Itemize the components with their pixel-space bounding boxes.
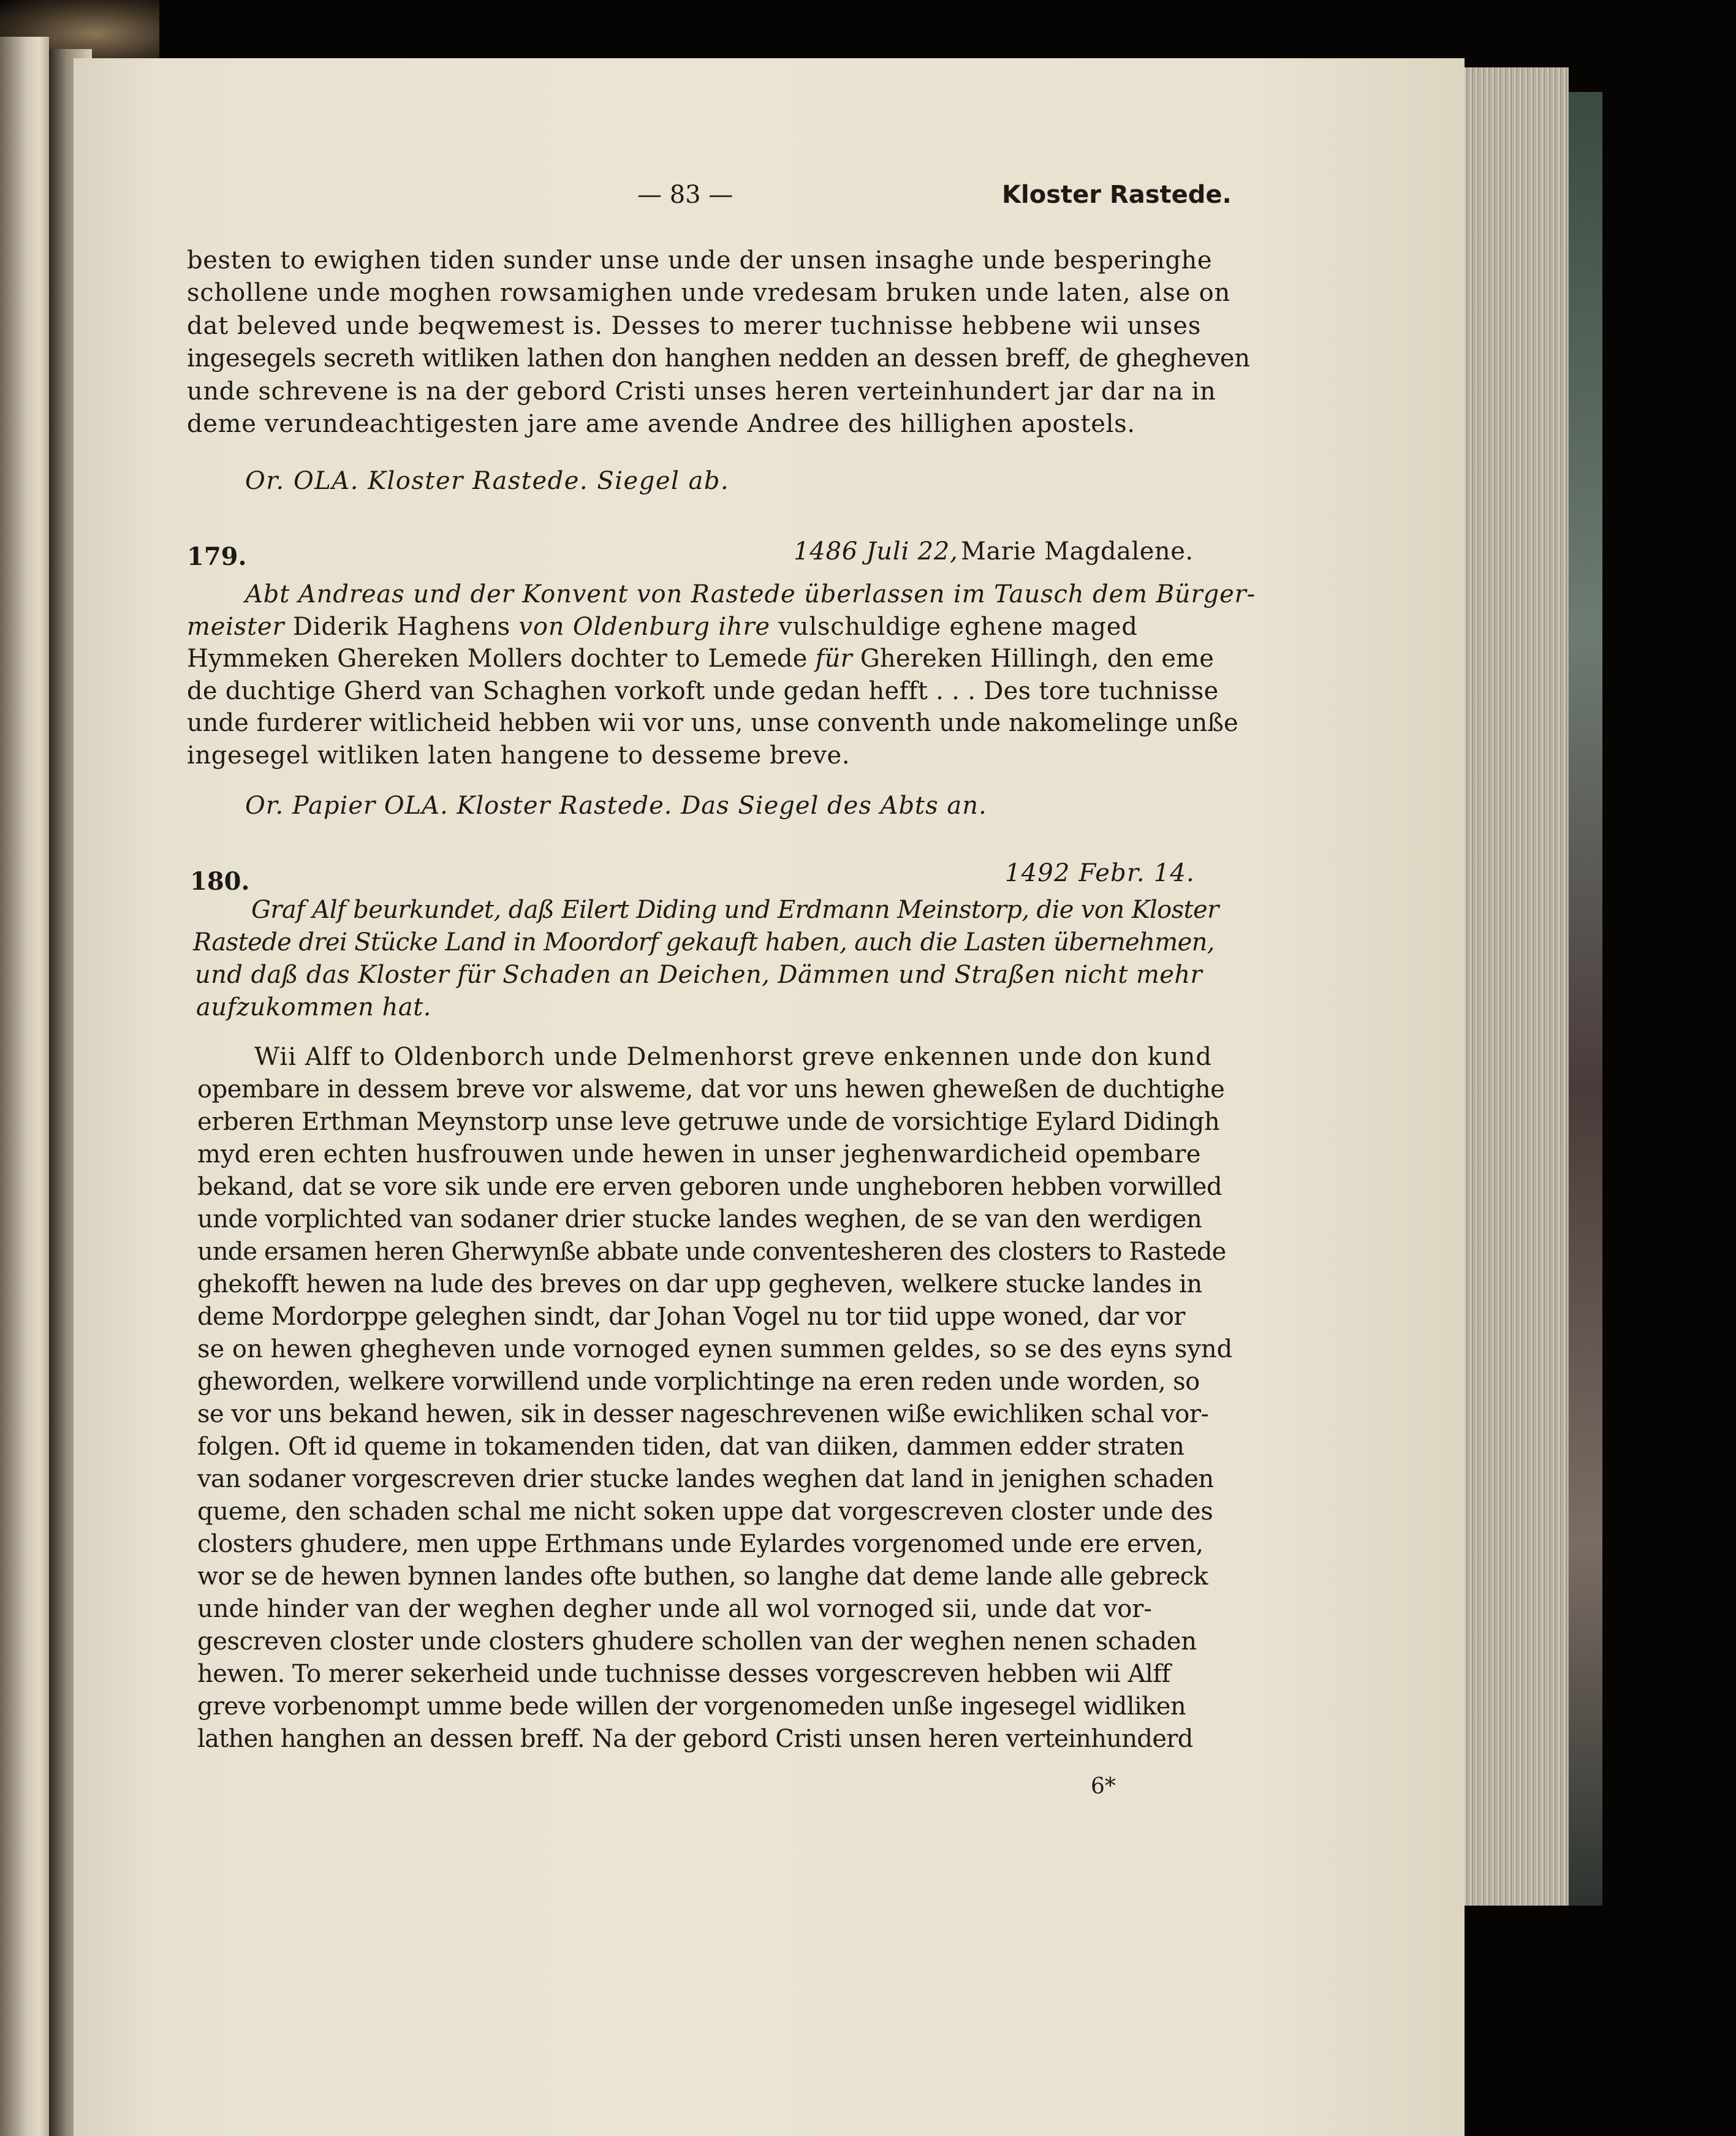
charter-line: lathen hanghen an dessen breff. Na der gebord Cristi unsen heren verteinhunderd <box>197 1725 1193 1753</box>
doc-number: 180. <box>190 867 250 896</box>
charter-line: erberen Erthman Meynstorp unse leve getruwe unde de vorsichtige Eylard Didingh <box>197 1108 1220 1136</box>
para1-line: schollene unde moghen rowsamighen unde vredesam bruken unde laten, alse on <box>187 279 1231 307</box>
charter-line: bekand, dat se vore sik unde ere erven geboren unde ungheboren hebben vorwilled <box>197 1173 1222 1201</box>
summary-span: vulschuldige eghene maged <box>778 613 1138 641</box>
summary-span: Hymmeken Ghereken Mollers dochter to Lemede <box>187 645 816 673</box>
charter-line: greve vorbenompt umme bede willen der vorgenomeden unße ingesegel widliken <box>197 1692 1186 1721</box>
charter-line: se on hewen ghegheven unde vornoged eynen summen geldes, so se des eyns synd <box>197 1335 1233 1363</box>
doc-date: 1492 Febr. 14. <box>1005 859 1195 887</box>
marbled-cover-edge <box>1569 92 1602 1906</box>
para1-line: ingesegels secreth witliken lathen don hanghen nedden an dessen breff, de ghegheven <box>187 344 1250 373</box>
para1-line: unde schrevene is na der gebord Cristi unses heren verteinhundert jar dar na in <box>187 377 1216 406</box>
charter-line: gheworden, welkere vorwillend unde vorplichtinge na eren reden unde worden, so <box>197 1368 1200 1396</box>
charter-line: deme Mordorppe geleghen sindt, dar Johan Vogel nu tor tiid uppe woned, dar vor <box>197 1303 1185 1331</box>
summary-line: de duchtige Gherd van Schaghen vorkoft unde gedan hefft . . . Des tore tuchnisse <box>187 677 1219 705</box>
charter-line: queme, den schaden schal me nicht soken uppe dat vorgescreven closter unde des <box>197 1498 1213 1526</box>
charter-line: folgen. Oft id queme in tokamenden tiden, dat van diiken, dammen edder straten <box>197 1433 1184 1461</box>
summary-span: Ghereken Hillingh, den eme <box>860 645 1215 673</box>
summary-line <box>187 643 1214 674</box>
charter-line: opembare in dessem breve vor alsweme, dat vor uns hewen gheweßen de duchtighe <box>197 1075 1225 1104</box>
charter-line: unde vorplichted van sodaner drier stucke landes weghen, de se van den werdigen <box>197 1205 1202 1233</box>
signature-mark: 6* <box>1091 1774 1116 1799</box>
para1-line: dat beleved unde beqwemest is. Desses to merer tuchnisse hebbene wii unses <box>187 312 1202 340</box>
source-note: Or. Papier OLA. Kloster Rastede. Das Siegel des Abts an. <box>245 792 987 820</box>
summary-line: Abt Andreas und der Konvent von Rastede überlassen im Tausch dem Bürger- <box>245 580 1256 608</box>
summary-span: Diderik Haghens <box>292 613 519 641</box>
summary-line: ingesegel witliken laten hangene to desseme breve. <box>187 741 851 770</box>
summary-span: meister <box>187 613 293 641</box>
charter-line: closters ghudere, men uppe Erthmans unde Eylardes vorgenomed unde ere erven, <box>197 1530 1203 1558</box>
summary-line: aufzukommen hat. <box>196 993 431 1021</box>
page-fore-edge <box>1458 67 1569 1906</box>
charter-line: ghekofft hewen na lude des breves on dar upp gegheven, welkere stucke landes in <box>197 1270 1202 1298</box>
left-page-edge <box>0 37 49 2136</box>
charter-line: se vor uns bekand hewen, sik in desser nageschrevenen wiße ewichliken schal vor- <box>197 1400 1209 1428</box>
doc-date-day: Marie Magdalene. <box>961 537 1194 566</box>
charter-line: unde ersamen heren Gherwynße abbate unde conventesheren des closters to Rastede <box>197 1238 1226 1266</box>
running-title: Kloster Rastede. <box>1002 181 1232 209</box>
summary-line: und daß das Kloster für Schaden an Deichen, Dämmen und Straßen nicht mehr <box>195 961 1203 989</box>
charter-line: gescreven closter unde closters ghudere schollen van der weghen nenen schaden <box>197 1627 1197 1656</box>
summary-line: Rastede drei Stücke Land in Moordorf gekauft haben, auch die Lasten übernehmen, <box>193 928 1215 956</box>
page-number: — 83 — <box>637 181 733 209</box>
charter-line: Wii Alff to Oldenborch unde Delmenhorst greve enkennen unde don kund <box>254 1043 1213 1071</box>
summary-line <box>187 612 1138 642</box>
charter-line: van sodaner vorgescreven drier stucke landes weghen dat land in jenighen schaden <box>197 1465 1214 1493</box>
summary-span: von Oldenburg ihre <box>518 613 779 641</box>
charter-line: unde hinder van der weghen degher unde all wol vornoged sii, unde dat vor- <box>197 1595 1152 1623</box>
doc-date: 1486 Juli 22, <box>794 537 958 566</box>
source-note: Or. OLA. Kloster Rastede. Siegel ab. <box>245 467 730 495</box>
summary-span: für <box>815 645 860 673</box>
charter-line: myd eren echten husfrouwen unde hewen in unser jeghenwardicheid opembare <box>197 1140 1201 1168</box>
charter-line: wor se de hewen bynnen landes ofte buthen, so langhe dat deme lande alle gebreck <box>197 1562 1208 1591</box>
para1-line: besten to ewighen tiden sunder unse unde der unsen insaghe unde besperinghe <box>187 246 1213 275</box>
summary-line: Graf Alf beurkundet, daß Eilert Diding und Erdmann Meinstorp, die von Kloster <box>251 896 1219 924</box>
doc-number: 179. <box>187 542 247 571</box>
charter-line: hewen. To merer sekerheid unde tuchnisse desses vorgescreven hebben wii Alff <box>197 1660 1170 1688</box>
para1-line: deme verundeachtigesten jare ame avende Andree des hillighen apostels. <box>187 410 1135 438</box>
summary-line: unde furderer witlicheid hebben wii vor uns, unse conventh unde nakomelinge unße <box>187 709 1238 737</box>
